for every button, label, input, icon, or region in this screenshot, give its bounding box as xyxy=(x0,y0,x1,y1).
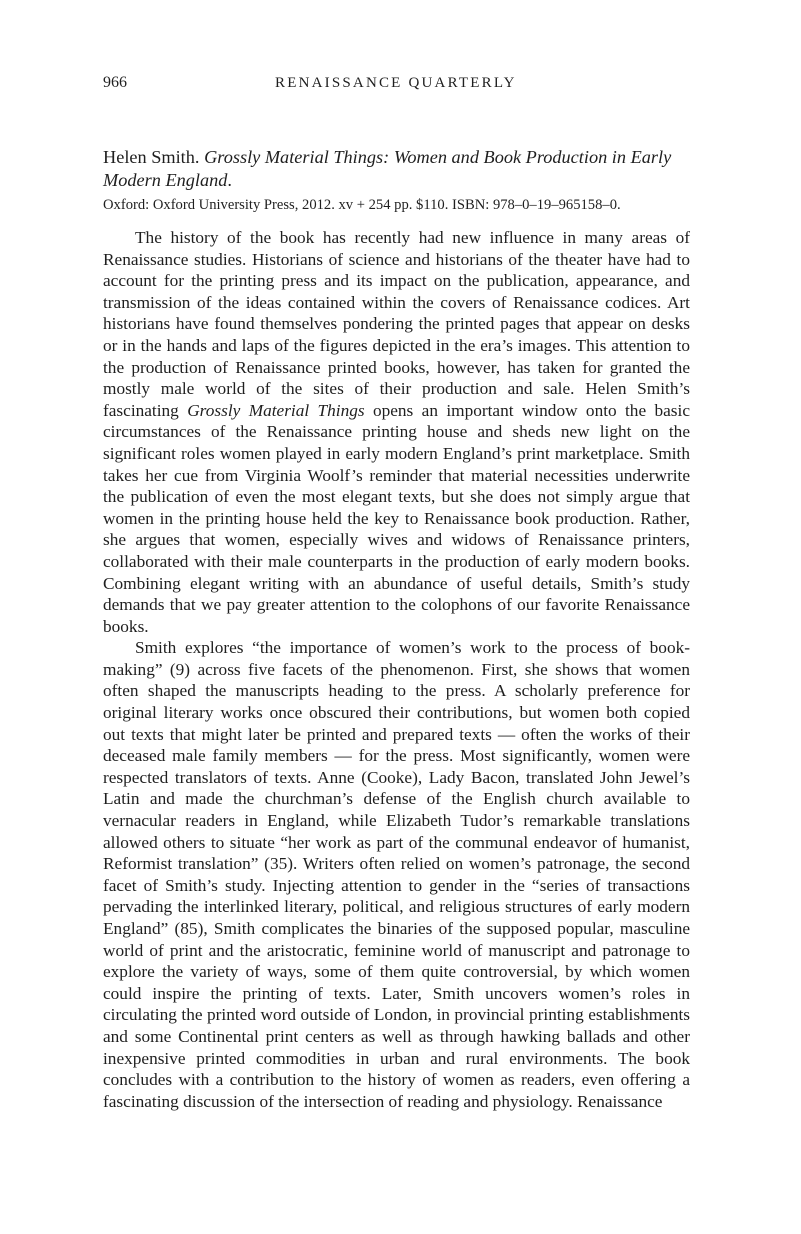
page-number: 966 xyxy=(103,74,127,91)
review-body xyxy=(103,227,690,1112)
paragraph-1-book-title: Grossly Material Things xyxy=(187,400,365,420)
paragraph-2: Smith explores “the importance of women’s work to the process of book-making” (9) across five facets of the phenomenon. First, she shows that women often shaped the manuscripts heading to the press. A scholarly preference for original literary works once obscured their contributions, but women both copied out texts that might later be printed and prepared texts — often the works of their deceased male family members — for the press. Most significantly, women were respected translators of texts. Anne (Cooke), Lady Bacon, translated John Jewel’s Latin and made the churchman’s defense of the English church available to vernacular readers in England, while Elizabeth Tudor’s remarkable translations allowed others to situate “her work as part of the communal endeavor of humanist, Reformist translation” (35). Writers often relied on women’s patronage, the second facet of Smith’s study. Injecting attention to gender in the “series of transactions pervading the interlinked literary, political, and religious structures of early modern England” (85), Smith complicates the binaries of the supposed popular, masculine world of print and the aristocratic, feminine world of manuscript and patronage to explore the variety of ways, some of them quite controversial, by which women could inspire the printing of texts. Later, Smith uncovers women’s roles in circulating the printed word outside of London, in provincial printing establishments and some Continental print centers as well as through hawking ballads and other inexpensive printed commodities in urban and rural environments. The book concludes with a contribution to the history of women as readers, even offering a fascinating discussion of the intersection of reading and physiology. Renaissance xyxy=(103,638,690,1111)
running-head xyxy=(103,72,690,94)
review-heading xyxy=(103,146,693,192)
review-author: Helen Smith. xyxy=(103,147,200,167)
paragraph-1 xyxy=(103,227,690,637)
journal-title: RENAISSANCE QUARTERLY xyxy=(275,75,517,91)
paragraph-1-text-b: opens an important window onto the basic circumstances of the Renaissance printing house and sheds new light on the significant roles women played in early modern England’s print marketplace. Smith takes her cue from Virginia Woolf’s reminder that material necessities underwrite the publication of even the most elegant texts, but she does not simply argue that women in the printing house held the key to Renaissance book production. Rather, she argues that women, especially wives and widows of Renaissance printers, collaborated with their male counterparts in the production of early modern books. Combining elegant writing with an abundance of useful details, Smith’s study demands that we pay greater attention to the colophons of our favorite Renaissance books. xyxy=(103,400,690,636)
title-period: . xyxy=(227,170,232,190)
review-citation xyxy=(103,146,693,215)
book-title: Grossly Material Things: Women and Book Production in Early Modern England xyxy=(103,147,672,190)
publication-details: Oxford: Oxford University Press, 2012. xv + 254 pp. $110. ISBN: 978–0–19–965158–0. xyxy=(103,197,621,213)
paragraph-1-text-a: The history of the book has recently had new influence in many areas of Renaissance studies. Historians of science and historians of the theater have had to account for the printing press and its impact on the publication, appearance, and transmission of the ideas contained within the covers of Renaissance codices. Art historians have found themselves pondering the printed pages that appear on desks or in the hands and laps of the figures depicted in the era’s images. This attention to the production of Renaissance printed books, however, has taken for granted the mostly male world of the sites of their production and sale. Helen Smith’s fascinating xyxy=(103,228,690,420)
